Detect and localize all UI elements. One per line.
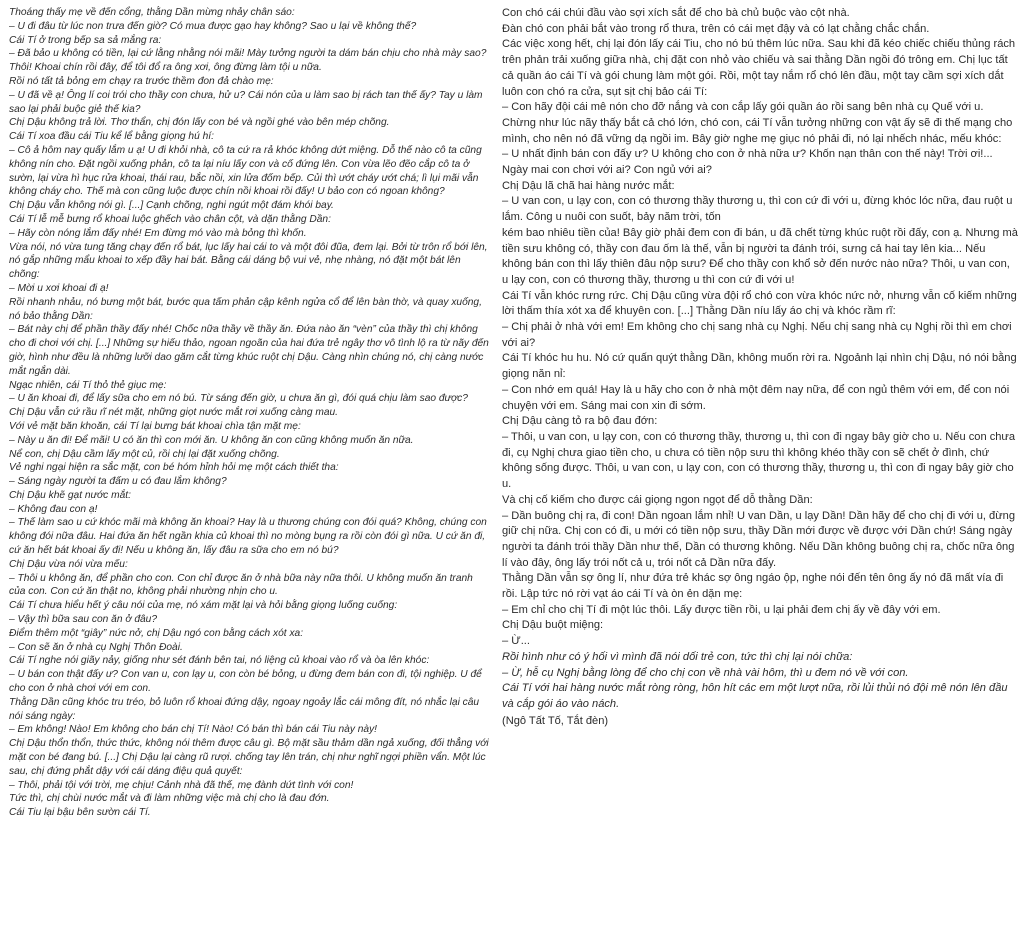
left-paragraph: – Vậy thì bữa sau con ăn ở đâu? — [9, 614, 157, 626]
left-paragraph: Chị Dậu vẫn không nói gì. [...] Cạnh chõng, nghi ngút một đám khói bay. — [9, 200, 334, 212]
left-paragraph: Chị Dậu thổn thổn, thức thức, không nói thêm được câu gì. Bộ mặt sầu thảm dần ngả xuống, đối thẳng với mặt con bé đang bú. [...] Chị Dậu lại càng rũ rượi. chống tay lên trán, chị như nghĩ ngợi phiền vẩn. Một lúc sau, chị đứng phắt dậy với cái dáng điệu quả quyết: — [9, 738, 489, 777]
right-paragraph: Cái Tí với hai hàng nước mắt ròng ròng, hôn hít các em một lượt nữa, rồi lủi thủi nó đội mê nón lên đầu và cắp gói áo vào nách. — [502, 682, 1008, 710]
left-paragraph: Với vẻ mặt băn khoăn, cái Tí lại bưng bát khoai chìa tận mặt mẹ: — [9, 420, 301, 432]
right-paragraph: Chị Dậu buột miệng: — [502, 619, 604, 632]
left-paragraph: – Cô ả hôm nay quấy lắm u ạ! U đi khỏi nhà, cô ta cứ ra rả khóc không dứt miệng. Dỗ thế nào cô ta cũng không nín cho. Đặt ngồi xuống phản, cô ta lại níu lấy con và cố đứng lên. Con vừa lẽo đẽo cắp cô ta ở sườn, lại vừa hì hục rửa khoai, thái rau, bắc nồi, xin lửa đốm bếp. Củi thì ướt cháy ướt chá; lì lụi mãi vẫn không cháy cho. Thế mà con cũng luộc được chín nồi khoai rồi đấy! U bảo con có ngoan không? — [9, 144, 482, 198]
right-paragraph: Cái Tí vẫn khóc rưng rức. Chị Dậu cũng vừa đội rổ chó con vừa khóc nức nở, nhưng vẫn cố kiếm những lời thấm thía xót xa để khuyên con. [...] Thằng Dần níu lấy áo chị và khóc rầm rĩ: — [502, 289, 1017, 318]
right-paragraph: – Em chỉ cho chị Tí đi một lúc thôi. Lấy được tiền rồi, u lại phải đem chị ấy về đây với em. — [502, 603, 941, 616]
right-paragraph: Các việc xong hết, chị lại đón lấy cái Tiu, cho nó bú thêm lúc nữa. Sau khi đã kéo chiếc chiếu thủng rách trên phản trải xuống giữa nhà, chị đặt con nhỏ vào chiếu và sai thằng Dần ngồi đó trông em. Chị lục tất cả quần áo cái Tí và gói chung làm một gói. Rồi, một tay nắm rổ chó lên đầu, một tay cầm sợi xích dắt luôn con chó ra cửa, sụt sịt chị bảo cái Tí: — [502, 38, 1016, 98]
right-paragraph: – Ừ... — [502, 635, 530, 648]
right-paragraph: – Ừ, hễ cụ Nghị bằng lòng để cho chị con về nhà vài hôm, thì u đem nó về với con. — [502, 666, 909, 679]
left-column — [9, 6, 491, 926]
right-paragraph: Chị Dậu càng tỏ ra bộ đau đớn: — [502, 415, 658, 428]
left-paragraph: Ngạc nhiên, cái Tí thỏ thẻ giục mẹ: — [9, 379, 167, 391]
left-paragraph: Rồi nhanh nhảu, nó bưng một bát, bước qua tấm phản cập kênh ngửa cổ để lên bàn thờ, và quay xuống, nó bảo thằng Dần: — [9, 296, 482, 322]
left-paragraph: – Bát này chị để phần thầy đấy nhé! Chốc nữa thầy về thầy ăn. Đứa nào ăn “vèn” của thầy thì chị không cho đi chơi với chị. [...] Những sự hiếu thảo, ngoan ngoãn của hai đứa trẻ ngây thơ vô tình lộ ra từ nãy đến giờ, hình như đều là những lưỡi dao găm cắt từng khúc ruột chị Dậu. Càng nhìn chúng nó, chị càng nước mắt ngắn dài. — [9, 324, 489, 377]
left-paragraph: Tức thì, chị chùi nước mắt và đi làm những việc mà chị cho là đau đớn. — [9, 793, 330, 805]
left-paragraph: Nể con, chị Dậu cầm lấy một củ, rồi chị lại đặt xuống chõng. — [9, 448, 280, 460]
right-paragraph: – Chị phải ở nhà với em! Em không cho chị sang nhà cụ Nghị. Nếu chị sang nhà cụ Nghị rồi thì em chơi với ai? — [502, 321, 1012, 349]
left-paragraph: Chị Dậu vẫn cứ rầu rĩ nét mặt, những giọt nước mắt rơi xuống càng mau. — [9, 407, 338, 419]
left-paragraph: – Thôi, phải tội với trời, mẹ chịu! Cảnh nhà đã thế, mẹ đành dứt tình với con! — [9, 779, 354, 791]
left-paragraph: – U đã về ạ! Ông lí coi trói cho thầy con chưa, hử u? Cái nón của u làm sao bị rách tan thế ấy? Tay u làm sao lại phải buộc giẻ thế kia? — [9, 89, 483, 115]
left-paragraph: – Không đau con ạ! — [9, 503, 98, 515]
left-paragraph: – U bán con thật đấy ư? Con van u, con lạy u, con còn bé bỏng, u đừng đem bán con đi, tội nghiệp. U để cho con ở nhà chơi với em con. — [9, 669, 482, 695]
right-paragraph: – U nhất định bán con đấy ư? U không cho con ở nhà nữa ư? Khốn nạn thân con thế này! Trời ơi!... Ngày mai con chơi với ai? Con ngủ với ai? — [502, 148, 993, 177]
right-paragraph: – U van con, u lạy con, con có thương thầy thương u, thì con cứ đi với u, đừng khóc lóc nữa, đau ruột u lắm. Công u nuôi con suốt, bảy năm trời, tốn — [502, 195, 1013, 224]
left-paragraph: Cái Tí lễ mễ bưng rổ khoai luộc ghếch vào chân cột, và dặn thằng Dần: — [9, 213, 331, 225]
right-paragraph: – Dần buông chị ra, đi con! Dần ngoan lắm nhỉ! U van Dần, u lạy Dần! Dần hãy để cho chị đi với u, đừng giữ chị nữa. Chị con có đi, u mới có tiền nộp sưu, thầy Dần mới được về được với Dần chứ! Sáng ngày người ta đánh trói thầy Dần như thế, Dần có thương không. Nếu Dần không buông chị ra, chốc nữa ông lí vào đây, ông lấy trói nốt cả u, trói nốt cả Dần nữa đấy. — [502, 509, 1015, 569]
left-paragraph: Vẻ nghi ngại hiện ra sắc mặt, con bé hóm hỉnh hỏi mẹ một cách thiết tha: — [9, 462, 339, 474]
left-paragraph: – Em không! Nào! Em không cho bán chị Tí! Nào! Có bán thì bán cái Tiu này này! — [9, 724, 377, 736]
left-paragraph: – U đi đâu từ lúc non trưa đến giờ? Có mua được gạo hay không? Sao u lại về không thế? — [9, 20, 417, 32]
left-paragraph: Vừa nói, nó vừa tung tăng chạy đến rổ bát, lục lấy hai cái to và một đôi đũa, đem lại. Bởi từ trôn rổ bới lên, nó gắp những mẩu khoai to xếp đầy hai bát. Bằng cái dáng bộ vui vẻ, nhẹ nhàng, nó đặt một bát lên chõng: — [9, 241, 488, 281]
right-paragraph: Thằng Dần vẫn sợ ông lí, như đứa trẻ khác sợ ông ngáo ộp, nghe nói đến tên ông ấy nó đã mất vía đi rồi. Lập tức nó rời vạt áo cái Tí và òn ẻn dặn mẹ: — [502, 572, 1004, 601]
left-paragraph: Chị Dậu khẽ gạt nước mắt: — [9, 489, 131, 501]
right-paragraph: Con chó cái chúi đầu vào sợi xích sắt để cho bà chủ buộc vào cột nhà. — [502, 7, 850, 19]
right-paragraph: Rồi hình như có ý hối vì mình đã nói dối trẻ con, tức thì chị lại nói chữa: — [502, 650, 853, 663]
left-paragraph: – Con sẽ ăn ở nhà cụ Nghị Thôn Đoài. — [9, 641, 183, 653]
left-paragraph: Rồi nó tất tả bỏng em chạy ra trước thềm đon đả chào mẹ: — [9, 75, 274, 87]
right-paragraph: Cái Tí khóc hu hu. Nó cứ quấn quýt thằng Dần, không muốn rời ra. Ngoảnh lại nhìn chị Dậu, nó nói bằng giọng năn nỉ: — [502, 352, 1017, 381]
left-paragraph: – Hãy còn nóng lắm đấy nhé! Em đừng mó vào mà bỏng thì khốn. — [9, 227, 307, 239]
left-paragraph: – Thôi u không ăn, để phần cho con. Con chỉ được ăn ở nhà bữa này nữa thôi. U không muốn ăn tranh của con. Con cứ ăn thật no, không phải nhường nhịn cho u. — [9, 572, 473, 598]
left-paragraph: Cái Tí chưa hiểu hết ý câu nói của mẹ, nó xám mặt lại và hỏi bằng giọng luống cuống: — [9, 600, 398, 612]
right-paragraph: Và chị cố kiếm cho được cái giọng ngon ngọt để dỗ thằng Dần: — [502, 493, 813, 506]
left-paragraph: Thoáng thấy mẹ về đến cổng, thằng Dần mừng nhảy chân sáo: — [9, 7, 295, 18]
source-citation: (Ngô Tất Tố, Tắt đèn) — [502, 714, 609, 727]
right-column — [502, 6, 1018, 926]
left-paragraph: Cái Tí nghe nói giãy nảy, giống như sét đánh bên tai, nó liệng củ khoai vào rổ và òa lên khóc: — [9, 655, 430, 667]
left-paragraph: – Thế làm sao u cứ khóc mãi mà không ăn khoai? Hay là u thương chúng con đói quá? Không, chúng con không đói nữa đâu. Hai đứa ăn hết ngần khia củ khoai thì no mòng bụng ra rồi còn đói gì nữa. U cứ ăn đi, cứ ăn hết bát khoai ấy đi! Nếu u không ăn, lấy đâu ra sữa cho em nó bú? — [9, 517, 487, 557]
left-paragraph: – Này u ăn đi! Để mãi! U có ăn thì con mới ăn. U không ăn con cũng không muốn ăn nữa. — [9, 434, 414, 446]
left-paragraph: – Đã bảo u không có tiền, lại cứ lằng nhằng nói mãi! Mày tưởng người ta dám bán chịu cho nhà mày sao? Thôi! Khoai chín rồi đây, để tôi đổ ra ông xơi, ông đừng làm tội u nữa. — [9, 48, 487, 74]
left-paragraph: – U ăn khoai đi, để lấy sữa cho em nó bú. Từ sáng đến giờ, u chưa ăn gì, đói quá chịu làm sao được? — [9, 393, 468, 405]
left-paragraph: Chị Dậu không trả lời. Thơ thẩn, chị đón lấy con bé và ngồi ghé vào bên mép chõng. — [9, 117, 390, 129]
right-paragraph: – Con hãy đội cái mê nón cho đỡ nắng và con cắp lấy gói quần áo rồi sang bên nhà cụ Quế với u. Chừng như lúc nãy thấy bắt cả chó lớn, chó con, cái Tí vẫn tưởng những con vật ấy sẽ đi thế mạng cho mình, cho nên nó đã vững dạ ngồi im. Bây giờ nghe mẹ giục nó phải đi, nó lại nhếch nhác, mếu khóc: — [502, 101, 1013, 145]
left-paragraph: Cái Tiu lại bậu bên sườn cái Tí. — [9, 807, 151, 819]
left-paragraph: – Mời u xơi khoai đi ạ! — [9, 282, 109, 294]
left-paragraph: – Sáng ngày người ta đấm u có đau lắm không? — [9, 476, 227, 488]
left-paragraph: Chị Dậu vừa nói vừa mếu: — [9, 558, 128, 570]
right-paragraph: Đàn chó con phải bắt vào trong rổ thưa, trên có cái mẹt đậy và có lạt chằng chắc chắn. — [502, 22, 930, 35]
right-column-paragraphs — [502, 6, 1018, 713]
right-paragraph: – Con nhớ em quá! Hay là u hãy cho con ở nhà một đêm nay nữa, để con ngủ thêm với em, để con nói chuyện với em. Sáng mai con xin đi sớm. — [502, 383, 1010, 412]
left-paragraph: Thằng Dần cũng khóc tru tréo, bỏ luôn rổ khoai đứng dậy, ngoay ngoảy lắc cái mông đít, nó nhắc lại câu nói sáng ngày: — [9, 696, 480, 722]
right-paragraph: – Thôi, u van con, u lạy con, con có thương thầy, thương u, thì con đi ngay bây giờ cho u. Nếu con chưa đi, cụ Nghị chưa giao tiền cho, u chưa có tiền nộp sưu thì không khéo thầy con sẽ chết ở đình, chứ không sống được. Thôi, u van con, u lạy con, con có thương thầy, thương u, thì con đi ngay bây giờ cho u. — [502, 430, 1016, 491]
right-paragraph: kém bao nhiêu tiền của! Bây giờ phải đem con đi bán, u đã chết từng khúc ruột rồi đấy, con ạ. Nhưng mà tiền sưu không có, thầy con đau ốm là thế, vẫn bị người ta đánh trói, sưng cả hai tay lên kia... Nếu không bán con thì lấy thiên đâu nộp sưu? Để cho thầy con khổ sở đến nước nào nữa? Thôi, u van con, u lạy con, con có thương thầy, thương u thì con cứ đi với u! — [502, 226, 1018, 286]
left-paragraph: Điểm thêm một “giây” nức nở, chị Dậu ngó con bằng cách xót xa: — [9, 627, 304, 639]
left-paragraph: Cái Tí xoa đầu cái Tiu kể lể bằng giọng hú hí: — [9, 131, 214, 143]
left-paragraph: Cái Tí ở trong bếp sa sả mắng ra: — [9, 34, 162, 46]
right-paragraph: Chị Dậu lã chã hai hàng nước mắt: — [502, 179, 675, 192]
